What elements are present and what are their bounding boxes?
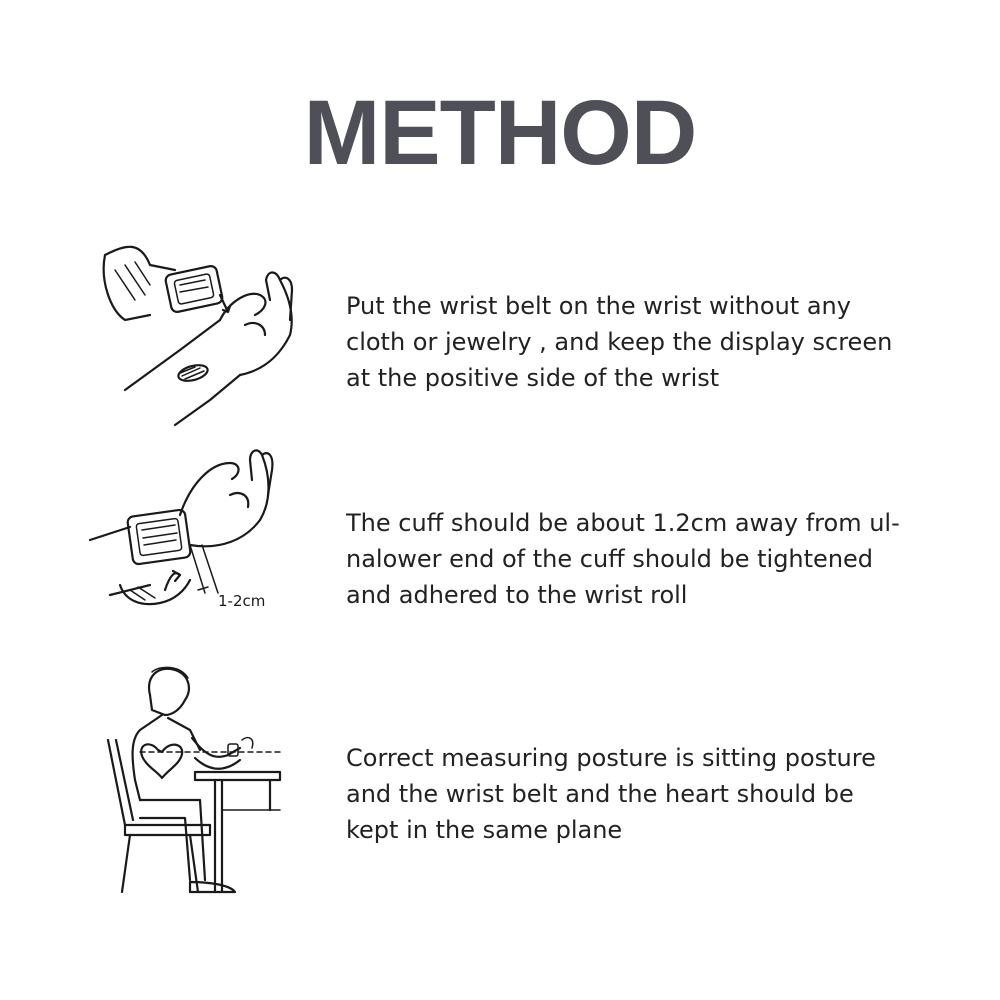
- step-1-text: Put the wrist belt on the wrist without any cloth or jewelry , and keep the display screen at the positive side of the wrist: [346, 292, 893, 392]
- page-title: METHOD: [303, 82, 697, 184]
- step-1: [80, 240, 940, 430]
- step-3-text: Correct measuring posture is sitting posture and the wrist belt and the heart should be kept in the same plane: [346, 744, 876, 844]
- measure-label: 1-2cm: [218, 592, 266, 610]
- step-2: [80, 445, 940, 620]
- step-2-text: The cuff should be about 1.2cm away from ul- nalower end of the cuff should be tightened and adhered to the wrist roll: [346, 509, 900, 609]
- step-3: [80, 660, 940, 905]
- sitting-posture-illustration: [80, 660, 300, 905]
- cuff-distance-illustration: [80, 445, 300, 620]
- wrist-belt-on-wrist-illustration: [80, 240, 300, 430]
